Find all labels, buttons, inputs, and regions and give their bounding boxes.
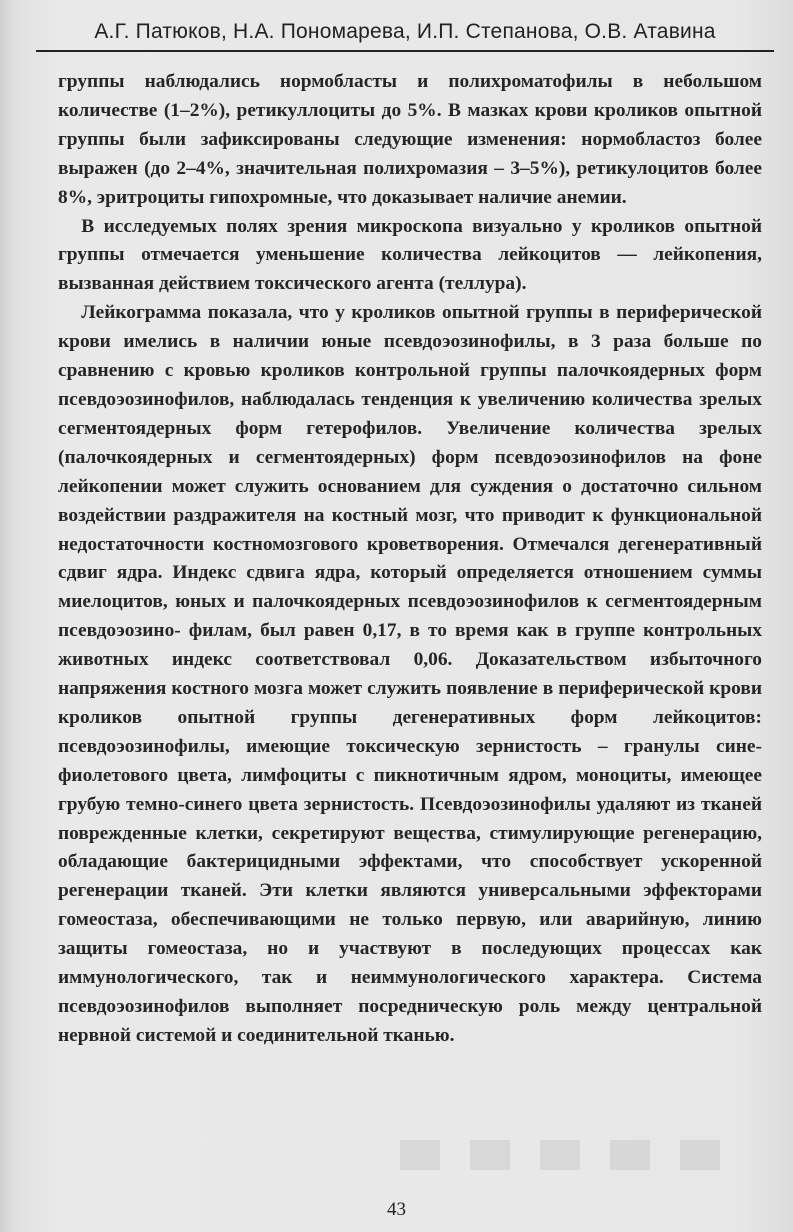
header-authors: А.Г. Патюков, Н.А. Пономарева, И.П. Степанова, О.В. Атавина [94,20,716,43]
paragraph-2: В исследуемых полях зрения микроскопа визуально у кроликов опытной группы отмечается уменьшение количества лейкоцитов — лейкопения, вызванная действием токсического агента (теллура). [58,215,762,295]
running-header [36,16,774,52]
page-number: 43 [387,1199,406,1220]
bleed-through-shadow [400,1140,740,1170]
paragraph-3: Лейкограмма показала, что у кроликов опытной группы в периферической крови имелись в наличии юные псевдоэозинофилы, в 3 раза больше по сравнению с кровью кроликов контрольной группы палочкоядерных форм псевдоэозинофилов, наблюдалась тенденция к увеличению количества зрелых сегментоядерных форм гетерофилов. Увеличение количества зрелых (палочкоядерных и сегментоядерных) форм псевдоэозинофилов на фоне лейкопении может служить основанием для суждения о достаточно сильном воздействии раздражителя на костный мозг, что приводит к функциональной недостаточности костномозгового кроветворения. Отмечался дегенеративный сдвиг ядра. Индекс сдвига ядра, который определяется отношением суммы миелоцитов, юных и палочкоядерных псевдоэозинофилов к сегментоядерным псевдоэозино- филам, был равен 0,17, в то время как в группе контрольных животных индекс соответствовал 0,06. Доказательством избыточного напряжения костного мозга может служить появление в периферической крови кроликов опытной группы дегенеративных форм лейкоцитов: псевдоэозинофилы, имеющие токсическую зернистость – гранулы сине-фиолетового цвета, лимфоциты с пикнотичным ядром, моноциты, имеющее грубую темно-синего цвета зернистость. Псевдоэозинофилы удаляют из тканей поврежденные клетки, секретируют вещества, стимулирующие регенерацию, обладающие бактерицидными эффектами, что способствует ускоренной регенерации тканей. Эти клетки являются универсальными эффекторами гомеостаза, обеспечивающими не только первую, или аварийную, линию защиты гомеостаза, но и участвуют в последующих процессах как иммунологического, так и неиммунологического характера. Система псевдоэозинофилов выполняет посредническую роль между центральной нервной системой и соединительной тканью. [58,302,762,1046]
paragraph-1: группы наблюдались нормобласты и полихроматофилы в небольшом количестве (1–2%), ретикуллоциты до 5%. В мазках крови кроликов опытной группы были зафиксированы следующие изменения: нормобластоз более выражен (до 2–4%, значительная полихромазия – 3–5%), ретикулоцитов более 8%, эритроциты гипохромные, что доказывает наличие анемии. [58,71,762,208]
body-text [58,68,762,1051]
